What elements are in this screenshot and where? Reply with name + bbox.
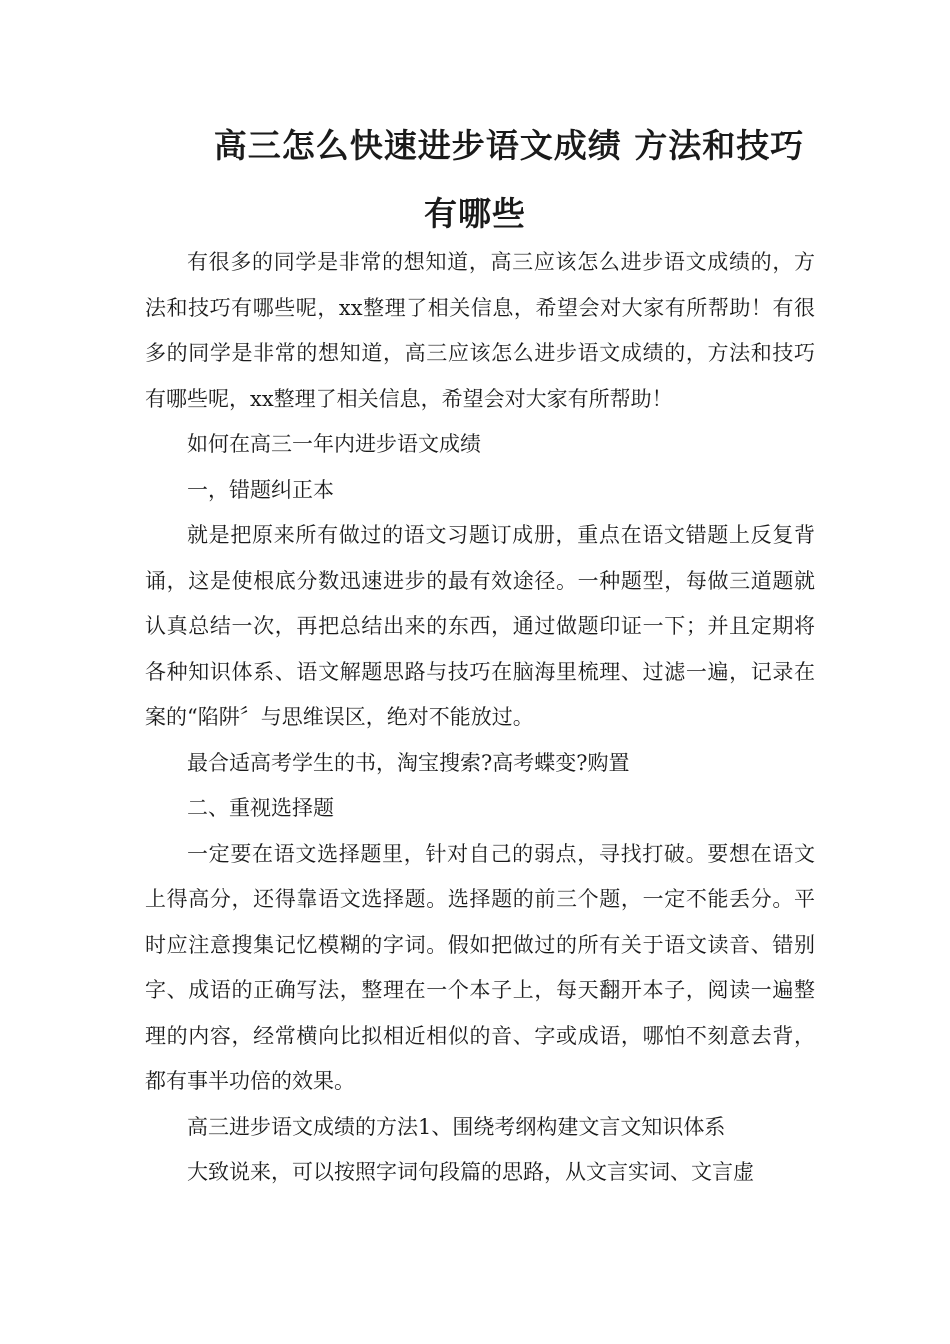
paragraph-roughly: 大致说来，可以按照字词句段篇的思路，从文言实词、文言虚 bbox=[187, 1160, 754, 1184]
document-body bbox=[145, 240, 815, 1196]
document-title-line-2: 有哪些 bbox=[424, 194, 526, 233]
paragraph-choice-questions: 一定要在语文选择题里，针对自己的弱点，寻找打破。要想在语文上得高分，还得靠语文选择题。选择题的前三个题，一定不能丢分。平时应注意搜集记忆模糊的字词。假如把做过的所有关于语文读音、错别字、成语的正确写法，整理在一个本子上，每天翻开本子，阅读一遍整理的内容，经常横向比拟相近相似的音、字或成语，哪怕不刻意去背，都有事半功倍的效果。 bbox=[145, 841, 815, 1093]
document-title-line-1: 高三怎么快速进步语文成绩 方法和技巧 bbox=[213, 126, 805, 165]
paragraph-error-notebook: 就是把原来所有做过的语文习题订成册，重点在语文错题上反复背诵，这是使根底分数迅速进步的最有效途径。一种题型，每做三道题就认真总结一次，再把总结出来的东西，通过做题印证一下；并且定期将各种知识体系、语文解题思路与技巧在脑海里梳理、过滤一遍，记录在案的“陷阱〞与思维误区，绝对不能放过。 bbox=[145, 523, 815, 729]
paragraph-section-two: 二、重视选择题 bbox=[187, 796, 334, 820]
paragraph-book-note: 最合适高考学生的书，淘宝搜索?高考蝶变?购置 bbox=[187, 750, 630, 775]
paragraph-heading-how: 如何在高三一年内进步语文成绩 bbox=[187, 432, 481, 456]
paragraph-method-one: 高三进步语文成绩的方法1、围绕考纲构建文言文知识体系 bbox=[187, 1114, 726, 1139]
paragraph-section-one: 一，错题纠正本 bbox=[187, 477, 334, 502]
paragraph-intro: 有很多的同学是非常的想知道，高三应该怎么进步语文成绩的，方法和技巧有哪些呢，xx整理了相关信息，希望会对大家有所帮助！有很多的同学是非常的想知道，高三应该怎么进步语文成绩的，方法和技巧有哪些呢，xx整理了相关信息，希望会对大家有所帮助！ bbox=[145, 250, 815, 411]
